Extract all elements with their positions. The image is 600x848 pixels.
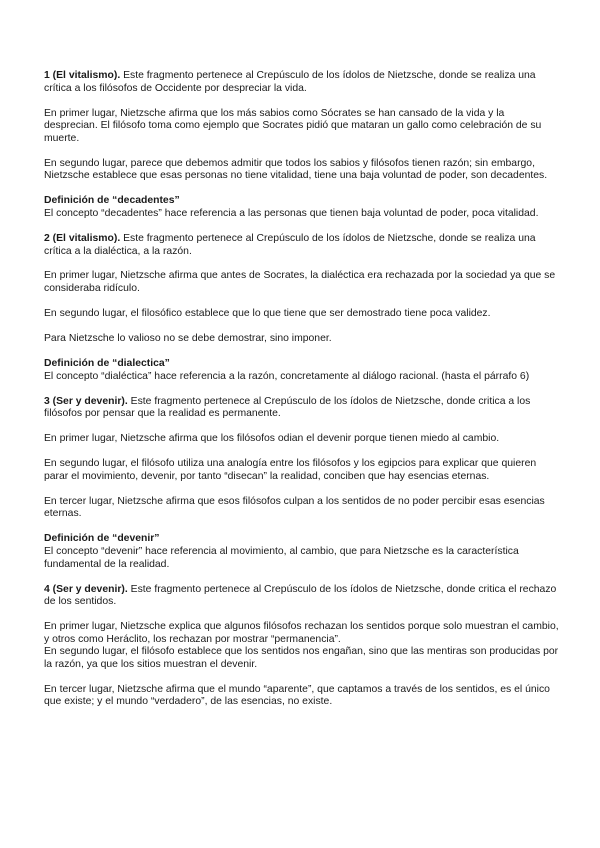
- document-page: [44, 70, 559, 721]
- paragraph-text: En segundo lugar, el filosófico establece que lo que tiene que ser demostrado tiene poca validez.: [44, 308, 491, 320]
- definition-text: El concepto “devenir” hace referencia al movimiento, al cambio, que para Nietzsche es la característica fundamental de la realidad.: [44, 545, 519, 570]
- definition-text: El concepto “decadentes” hace referencia a las personas que tienen baja voluntad de poder, poca vitalidad.: [44, 207, 539, 219]
- paragraph-text: En primer lugar, Nietzsche afirma que antes de Socrates, la dialéctica era rechazada por la sociedad ya que se consideraba ridículo.: [44, 270, 556, 295]
- definition-title: Definición de “decadentes”: [44, 195, 180, 207]
- definition-text: El concepto “dialéctica” hace referencia a la razón, concretamente al diálogo racional. (hasta el párrafo 6): [44, 370, 530, 382]
- paragraph-text: En tercer lugar, Nietzsche afirma que esos filósofos culpan a los sentidos de no poder percibir esas esencias eternas.: [44, 495, 545, 520]
- definition-decadentes: [44, 195, 559, 220]
- paragraph-text: En segundo lugar, el filósofo utiliza una analogía entre los filósofos y los egipcios para explicar que quieren parar el movimiento, devenir, por tanto “disecan” la realidad, conciben que hay esencias eternas.: [44, 458, 537, 482]
- fragment-2-heading: 2 (El vitalismo).: [44, 232, 121, 244]
- fragment-2-intro: Este fragmento pertenece al Crepúsculo de los ídolos de Nietzsche, donde se realiza una crítica a la dialéctica, a la razón.: [44, 232, 536, 257]
- fragment-3-heading: 3 (Ser y devenir).: [44, 395, 128, 407]
- fragment-4-heading: 4 (Ser y devenir).: [44, 583, 128, 595]
- fragment-1-heading: 1 (El vitalismo).: [44, 70, 121, 81]
- definition-devenir: [44, 533, 559, 571]
- paragraph-text: En segundo lugar, el filósofo establece que los sentidos nos engañan, sino que las mentiras son producidas por la razón, ya que los sitios muestran el devenir.: [44, 646, 559, 670]
- fragment-3-intro: Este fragmento pertenece al Crepúsculo de los ídolos de Nietzsche, donde critica a los filósofos por pensar que la realidad es permanente.: [44, 395, 531, 420]
- definition-title: Definición de “devenir”: [44, 533, 160, 545]
- paragraph-text: En segundo lugar, parece que debemos admitir que todos los sabios y filósofos tienen razón; sin embargo, Nietzsche establece que esas personas no tiene vitalidad, tiene una baja voluntad de poder, son decadentes.: [44, 157, 548, 182]
- paragraph-text: En primer lugar, Nietzsche explica que algunos filósofos rechazan los sentidos porque solo muestran el cambio, y otros como Heráclito, los rechazan por mostrar “permanencia”.: [44, 621, 559, 645]
- paragraph-text: En tercer lugar, Nietzsche afirma que el mundo “aparente”, que captamos a través de los sentidos, es el único que existe; y el mundo “verdadero”, de las esencias, no existe.: [44, 683, 550, 708]
- paragraph-fragment-2: [44, 233, 559, 258]
- fragment-4-intro: Este fragmento pertenece al Crepúsculo de los ídolos de Nietzsche, donde critica el rechazo de los sentidos.: [44, 583, 557, 608]
- paragraph-fragment-4: [44, 584, 559, 609]
- paragraph-text: En primer lugar, Nietzsche afirma que los más sabios como Sócrates se han cansado de la vida y la desprecian. El filósofo toma como ejemplo que Socrates pidió que mataran un gallo como celebración de su muerte.: [44, 107, 542, 144]
- definition-title: Definición de “dialectica”: [44, 358, 170, 370]
- fragment-1-intro: Este fragmento pertenece al Crepúsculo de los ídolos de Nietzsche, donde se realiza una crítica a los filósofos de Occidente por despreciar la vida.: [44, 70, 536, 94]
- definition-dialectica: [44, 358, 559, 383]
- paragraph-text: Para Nietzsche lo valioso no se debe demostrar, sino imponer.: [44, 333, 332, 345]
- paragraph-fragment-1: [44, 70, 559, 95]
- paragraph-text: En primer lugar, Nietzsche afirma que los filósofos odian el devenir porque tienen miedo al cambio.: [44, 433, 500, 445]
- paragraph-fragment-3: [44, 396, 559, 421]
